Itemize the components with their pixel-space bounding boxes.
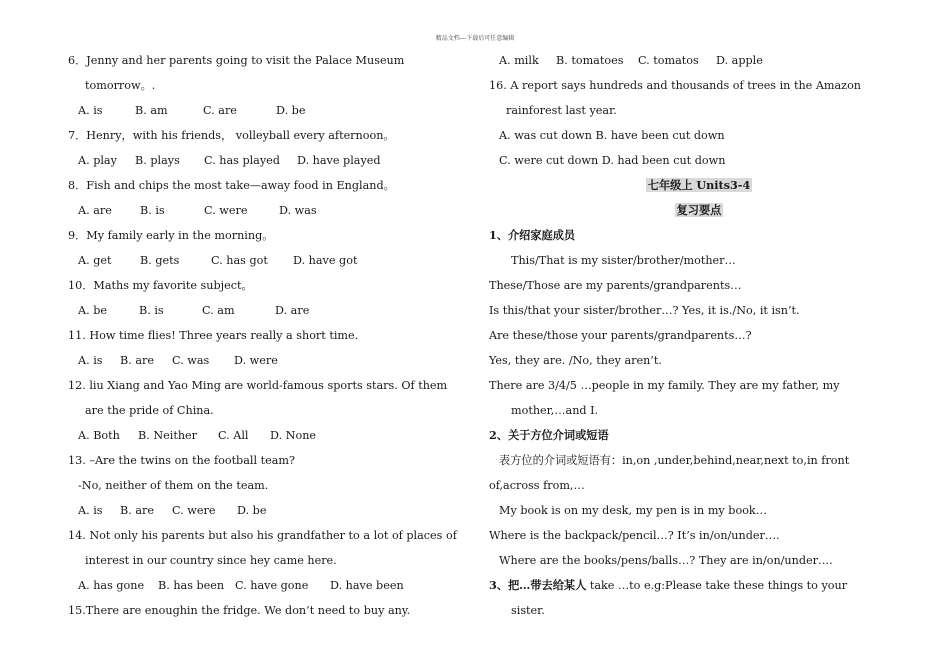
family-line-3: Is this/that your sister/brother…? Yes, it is./No, it isn’t.	[489, 304, 800, 317]
prepositions-heading: 2、关于方位介词或短语	[489, 428, 609, 442]
q13-stem: 13. –Are the twins on the football team?	[68, 454, 295, 467]
q7-option-b: B. plays	[135, 154, 180, 167]
q10-option-a: A. be	[78, 304, 107, 317]
family-line-1: This/That is my sister/brother/mother…	[511, 254, 736, 267]
q6-options	[68, 98, 468, 123]
q11-option-a: A. is	[78, 354, 103, 367]
q12-options	[68, 423, 468, 448]
q14-option-d: D. have been	[330, 579, 404, 592]
q12-option-a: A. Both	[78, 429, 120, 442]
q8-option-a: A. are	[78, 204, 112, 217]
q6-option-b: B. am	[135, 104, 168, 117]
family-line-6: There are 3/4/5 …people in my family. They are my father, my	[489, 379, 840, 392]
family-line-4: Are these/those your parents/grandparents…?	[489, 329, 752, 342]
q15-options	[489, 48, 909, 73]
q9-option-b: B. gets	[140, 254, 180, 267]
q15-option-a: A. milk	[499, 54, 539, 67]
q14-stem: 14. Not only his parents but also his grandfather to a lot of places of	[68, 529, 457, 542]
q7-option-a: A. play	[78, 154, 117, 167]
q8-options	[68, 198, 468, 223]
q12-option-d: D. None	[270, 429, 317, 442]
prepositions-line-3: My book is on my desk, my pen is in my book…	[499, 504, 767, 517]
q10-options	[68, 298, 468, 323]
q10-option-d: D. are	[275, 304, 310, 317]
q9-options	[68, 248, 468, 273]
family-line-5: Yes, they are. /No, they aren’t.	[489, 354, 662, 367]
q14-option-a: A. has gone	[78, 579, 145, 592]
q12-option-b: B. Neither	[138, 429, 197, 442]
q6-option-d: D. be	[276, 104, 306, 117]
q9-option-c: C. has got	[211, 254, 268, 267]
section-subtitle	[489, 198, 909, 223]
prepositions-line-1: 表方位的介词或短语有：in,on ,under,behind,near,next to,in front	[499, 454, 850, 467]
q13-option-b: B. are	[120, 504, 154, 517]
q9-option-d: D. have got	[293, 254, 358, 267]
q16-continuation: rainforest last year.	[506, 104, 617, 117]
q15-option-d: D. apple	[716, 54, 763, 67]
q9-stem: 9．My family early in the morning。	[68, 229, 274, 242]
q6-option-c: C. are	[203, 104, 237, 117]
q7-stem: 7．Henry，with his friends， volleyball every afternoon。	[68, 129, 395, 142]
section-subtitle-text: 复习要点	[676, 203, 722, 217]
q14-options	[68, 573, 468, 598]
q11-option-d: D. were	[234, 354, 278, 367]
q16-stem: 16. A report says hundreds and thousands of trees in the Amazon	[489, 79, 862, 92]
q12-option-c: C. All	[218, 429, 249, 442]
page-header: 精品文档---下载后可任意编辑	[435, 35, 515, 42]
q7-option-c: C. has played	[204, 154, 280, 167]
q12-continuation: are the pride of China.	[85, 404, 214, 417]
left-column	[68, 48, 468, 623]
q14-option-c: C. have gone	[235, 579, 309, 592]
q13-options	[68, 498, 468, 523]
q12-stem: 12. liu Xiang and Yao Ming are world-famous sports stars. Of them	[68, 379, 448, 392]
family-line-2: These/Those are my parents/grandparents…	[489, 279, 742, 292]
q16-option-cd: C. were cut down D. had been cut down	[499, 154, 726, 167]
q6-continuation: tomorrow。.	[85, 79, 156, 92]
q8-option-b: B. is	[140, 204, 165, 217]
q8-option-c: C. were	[204, 204, 248, 217]
q7-option-d: D. have played	[297, 154, 381, 167]
q10-stem: 10．Maths my favorite subject。	[68, 279, 253, 292]
q8-stem: 8．Fish and chips the most take—away food in England。	[68, 179, 395, 192]
take-to-heading: 3、把…带去给某人	[489, 578, 587, 592]
family-members-heading: 1、介绍家庭成员	[489, 228, 576, 242]
q13-option-c: C. were	[172, 504, 216, 517]
q10-option-c: C. am	[202, 304, 235, 317]
prepositions-line-2: of,across from,…	[489, 479, 585, 492]
right-column	[489, 48, 909, 623]
q8-option-d: D. was	[279, 204, 317, 217]
q7-options	[68, 148, 468, 173]
take-to-example: take …to e.g:Please take these things to your	[586, 579, 848, 592]
q11-options	[68, 348, 468, 373]
q15-stem: 15.There are enoughin the fridge. We don’t need to buy any.	[68, 604, 411, 617]
section-title-text: 七年级上 Units3-4	[647, 178, 751, 192]
q14-option-b: B. has been	[158, 579, 225, 592]
family-line-7: mother,…and I.	[511, 404, 599, 417]
prepositions-line-4: Where is the backpack/pencil…? It’s in/on/under….	[489, 529, 780, 542]
q11-stem: 11. How time flies! Three years really a short time.	[68, 329, 359, 342]
q14-continuation: interest in our country since hey came here.	[85, 554, 337, 567]
q11-option-b: B. are	[120, 354, 154, 367]
q6-stem: 6．Jenny and her parents going to visit the Palace Museum	[68, 54, 405, 67]
prepositions-line-5: Where are the books/pens/balls…? They are in/on/under….	[499, 554, 833, 567]
q10-option-b: B. is	[139, 304, 164, 317]
q13-option-d: D. be	[237, 504, 267, 517]
q11-option-c: C. was	[172, 354, 210, 367]
q16-option-ab: A. was cut down B. have been cut down	[499, 129, 725, 142]
q15-option-b: B. tomatoes	[556, 54, 624, 67]
section-title	[489, 173, 909, 198]
q15-option-c: C. tomatos	[638, 54, 699, 67]
take-to-line	[489, 573, 909, 598]
q13-option-a: A. is	[78, 504, 103, 517]
take-to-line-2: sister.	[511, 604, 545, 617]
q9-option-a: A. get	[78, 254, 112, 267]
q6-option-a: A. is	[78, 104, 103, 117]
q13-continuation: -No, neither of them on the team.	[78, 479, 269, 492]
